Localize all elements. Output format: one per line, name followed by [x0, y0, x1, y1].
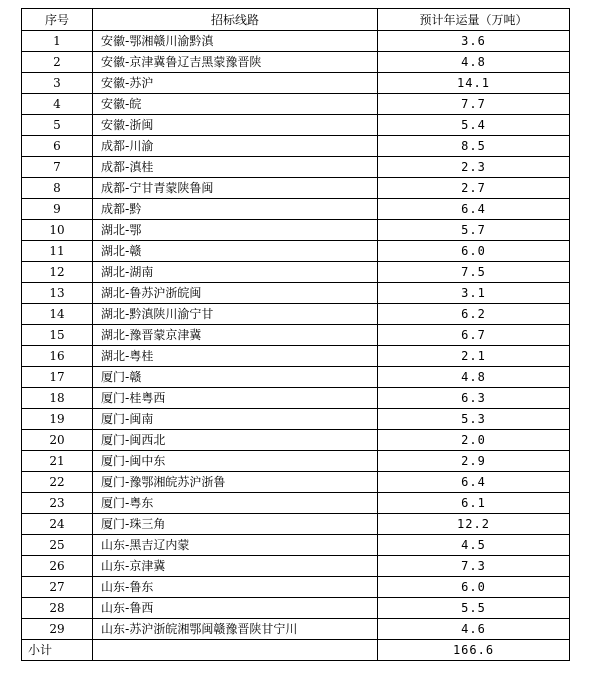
row-seq-cell: 13 [22, 283, 93, 304]
header-row [22, 9, 570, 31]
row-volume-cell: 5.3 [378, 409, 570, 430]
table-row [22, 451, 570, 472]
table-row [22, 199, 570, 220]
table-row [22, 388, 570, 409]
table-row [22, 514, 570, 535]
row-route-cell: 湖北-粤桂 [93, 346, 378, 367]
row-volume-cell: 5.5 [378, 598, 570, 619]
row-seq-cell: 10 [22, 220, 93, 241]
row-route-cell: 湖北-鲁苏沪浙皖闽 [93, 283, 378, 304]
row-route-cell: 安徽-浙闽 [93, 115, 378, 136]
row-volume-cell: 6.0 [378, 241, 570, 262]
table-row [22, 178, 570, 199]
row-route-cell: 湖北-鄂 [93, 220, 378, 241]
row-seq-cell: 26 [22, 556, 93, 577]
row-seq-cell: 11 [22, 241, 93, 262]
row-seq-cell: 16 [22, 346, 93, 367]
row-route-cell: 安徽-皖 [93, 94, 378, 115]
row-volume-cell: 4.6 [378, 619, 570, 640]
row-seq-cell: 1 [22, 31, 93, 52]
table-row [22, 598, 570, 619]
table-row [22, 52, 570, 73]
row-seq-cell: 25 [22, 535, 93, 556]
row-volume-cell: 5.4 [378, 115, 570, 136]
row-seq-cell: 8 [22, 178, 93, 199]
row-volume-cell: 2.0 [378, 430, 570, 451]
row-volume-cell: 4.8 [378, 52, 570, 73]
row-volume-cell: 8.5 [378, 136, 570, 157]
table-row [22, 220, 570, 241]
row-seq-cell: 14 [22, 304, 93, 325]
row-route-cell: 厦门-珠三角 [93, 514, 378, 535]
row-seq-cell: 5 [22, 115, 93, 136]
table-row [22, 157, 570, 178]
table-row [22, 31, 570, 52]
row-route-cell: 山东-黑吉辽内蒙 [93, 535, 378, 556]
table-row [22, 94, 570, 115]
row-volume-cell: 7.5 [378, 262, 570, 283]
row-volume-cell: 12.2 [378, 514, 570, 535]
row-route-cell: 山东-鲁东 [93, 577, 378, 598]
table-row [22, 472, 570, 493]
row-volume-cell: 2.9 [378, 451, 570, 472]
row-route-cell: 成都-宁甘青蒙陕鲁闽 [93, 178, 378, 199]
row-volume-cell: 6.0 [378, 577, 570, 598]
table-row [22, 577, 570, 598]
row-route-cell: 湖北-黔滇陕川渝宁甘 [93, 304, 378, 325]
row-route-cell: 山东-鲁西 [93, 598, 378, 619]
row-volume-cell: 2.7 [378, 178, 570, 199]
table-row [22, 262, 570, 283]
row-route-cell: 湖北-豫晋蒙京津冀 [93, 325, 378, 346]
table-footer [22, 640, 570, 661]
row-route-cell: 山东-京津冀 [93, 556, 378, 577]
row-route-cell: 成都-滇桂 [93, 157, 378, 178]
row-route-cell: 厦门-闽西北 [93, 430, 378, 451]
row-seq-cell: 19 [22, 409, 93, 430]
row-seq-cell: 18 [22, 388, 93, 409]
row-volume-cell: 6.3 [378, 388, 570, 409]
row-route-cell: 山东-苏沪浙皖湘鄂闽赣豫晋陕甘宁川 [93, 619, 378, 640]
table-row [22, 430, 570, 451]
row-seq-cell: 22 [22, 472, 93, 493]
row-route-cell: 安徽-京津冀鲁辽吉黑蒙豫晋陕 [93, 52, 378, 73]
row-volume-cell: 2.1 [378, 346, 570, 367]
total-label: 小计 [22, 640, 93, 661]
row-seq-cell: 3 [22, 73, 93, 94]
total-row [22, 640, 570, 661]
table-row [22, 304, 570, 325]
table-row [22, 556, 570, 577]
row-volume-cell: 6.4 [378, 199, 570, 220]
row-seq-cell: 17 [22, 367, 93, 388]
row-route-cell: 厦门-粤东 [93, 493, 378, 514]
row-route-cell: 安徽-鄂湘赣川渝黔滇 [93, 31, 378, 52]
row-volume-cell: 6.4 [378, 472, 570, 493]
row-volume-cell: 6.2 [378, 304, 570, 325]
row-volume-cell: 14.1 [378, 73, 570, 94]
row-route-cell: 成都-川渝 [93, 136, 378, 157]
route-volume-table [21, 8, 570, 661]
row-volume-cell: 5.7 [378, 220, 570, 241]
table-header [22, 9, 570, 31]
table-row [22, 325, 570, 346]
row-seq-cell: 9 [22, 199, 93, 220]
row-seq-cell: 7 [22, 157, 93, 178]
row-route-cell: 厦门-闽南 [93, 409, 378, 430]
row-route-cell: 厦门-闽中东 [93, 451, 378, 472]
table-row [22, 283, 570, 304]
row-route-cell: 成都-黔 [93, 199, 378, 220]
row-seq-cell: 15 [22, 325, 93, 346]
row-seq-cell: 24 [22, 514, 93, 535]
row-volume-cell: 6.1 [378, 493, 570, 514]
header-route: 招标线路 [93, 9, 378, 31]
row-seq-cell: 28 [22, 598, 93, 619]
row-seq-cell: 27 [22, 577, 93, 598]
total-route-cell [93, 640, 378, 661]
row-route-cell: 厦门-桂粤西 [93, 388, 378, 409]
row-volume-cell: 4.8 [378, 367, 570, 388]
row-seq-cell: 20 [22, 430, 93, 451]
row-volume-cell: 3.1 [378, 283, 570, 304]
row-volume-cell: 7.3 [378, 556, 570, 577]
row-volume-cell: 6.7 [378, 325, 570, 346]
row-route-cell: 安徽-苏沪 [93, 73, 378, 94]
table-row [22, 493, 570, 514]
table-row [22, 619, 570, 640]
table-row [22, 73, 570, 94]
row-route-cell: 厦门-赣 [93, 367, 378, 388]
row-seq-cell: 23 [22, 493, 93, 514]
header-volume: 预计年运量（万吨） [378, 9, 570, 31]
row-route-cell: 厦门-豫鄂湘皖苏沪浙鲁 [93, 472, 378, 493]
header-seq: 序号 [22, 9, 93, 31]
table-row [22, 367, 570, 388]
row-seq-cell: 29 [22, 619, 93, 640]
table-row [22, 136, 570, 157]
row-seq-cell: 21 [22, 451, 93, 472]
row-seq-cell: 2 [22, 52, 93, 73]
row-volume-cell: 3.6 [378, 31, 570, 52]
table-row [22, 409, 570, 430]
row-seq-cell: 6 [22, 136, 93, 157]
row-volume-cell: 7.7 [378, 94, 570, 115]
table-row [22, 241, 570, 262]
row-route-cell: 湖北-赣 [93, 241, 378, 262]
row-route-cell: 湖北-湖南 [93, 262, 378, 283]
table-body [22, 31, 570, 640]
table-row [22, 346, 570, 367]
row-seq-cell: 4 [22, 94, 93, 115]
row-seq-cell: 12 [22, 262, 93, 283]
total-volume: 166.6 [378, 640, 570, 661]
table-row [22, 115, 570, 136]
route-volume-table-container [21, 8, 569, 661]
row-volume-cell: 2.3 [378, 157, 570, 178]
table-row [22, 535, 570, 556]
row-volume-cell: 4.5 [378, 535, 570, 556]
